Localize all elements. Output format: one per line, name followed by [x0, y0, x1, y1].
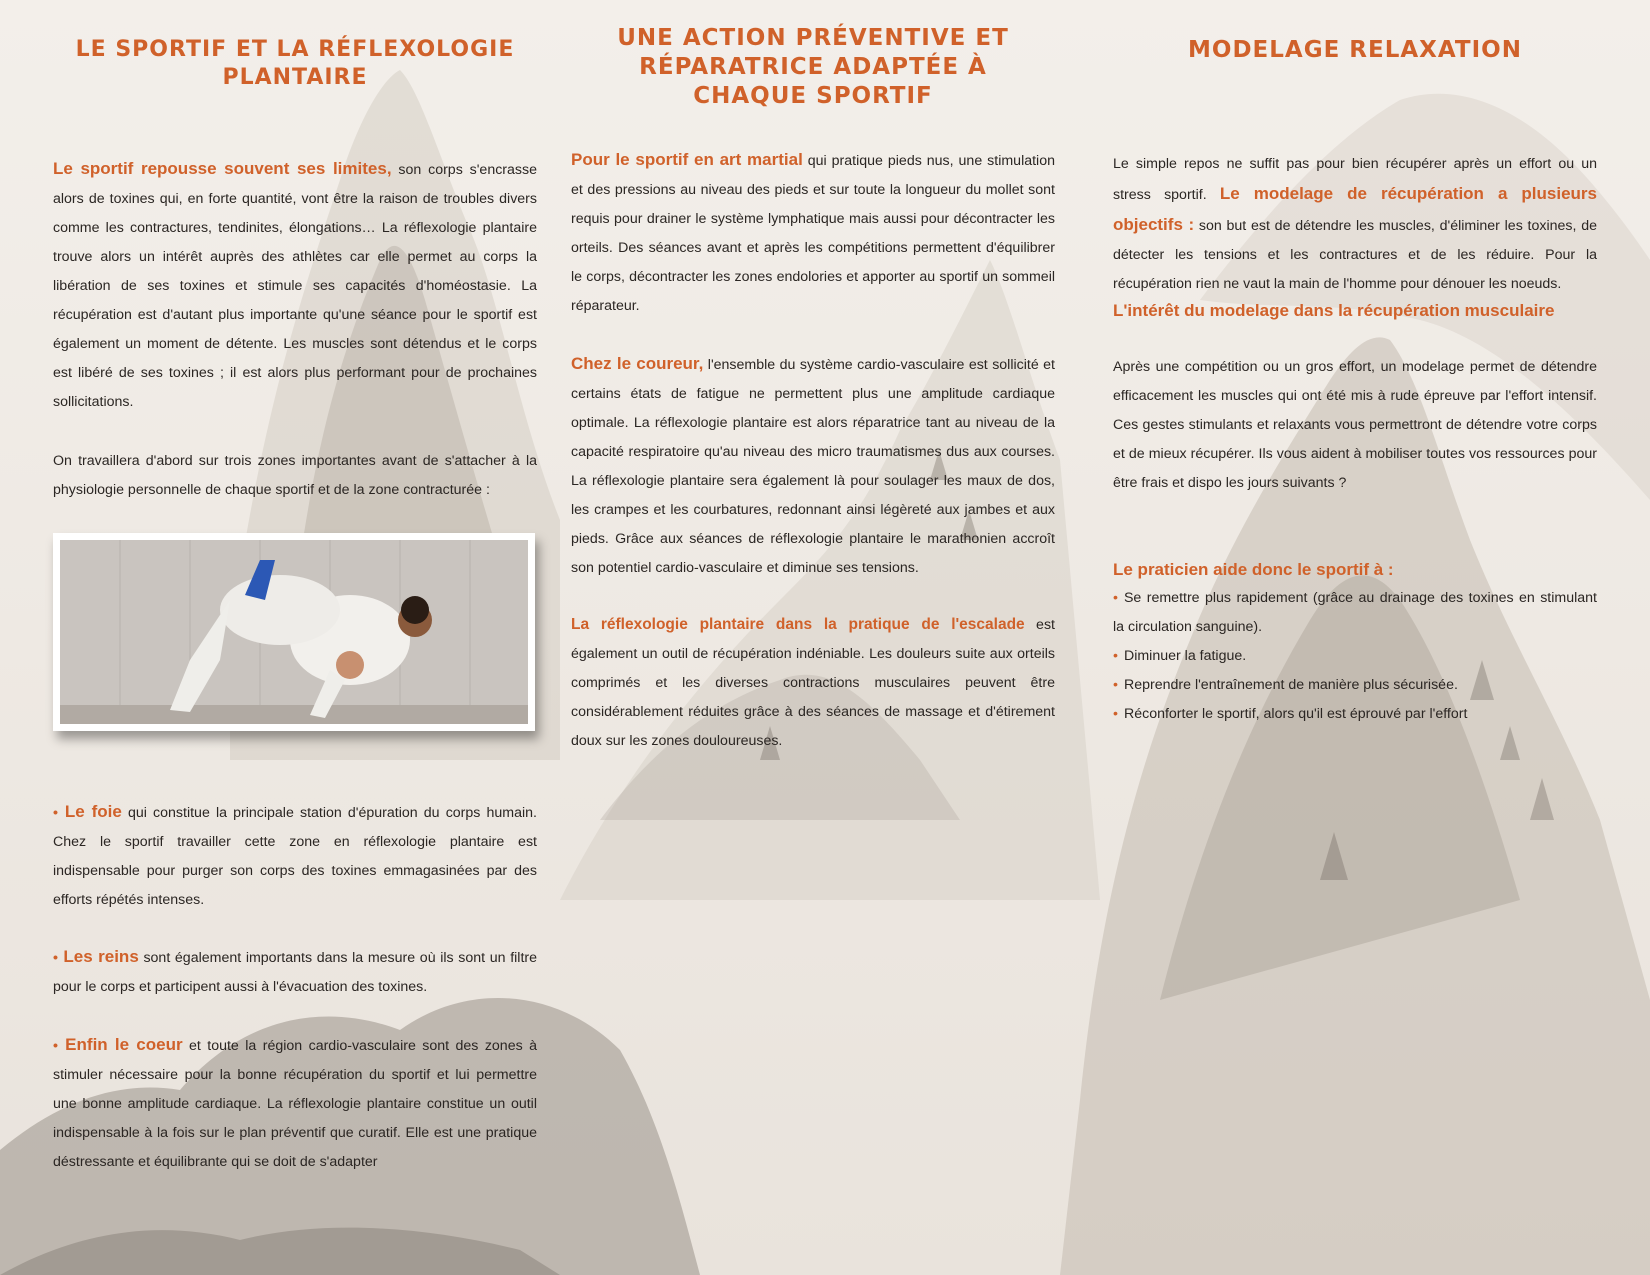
- judo-photo: [53, 533, 535, 731]
- reins-paragraph: • Les reins sont également importants dans la mesure où ils sont un filtre pour le corps et participent aussi à l'évacuation des toxines.: [53, 947, 538, 995]
- coeur-text: et toute la région cardio-vasculaire sont des zones à stimuler nécessaire pour la bonne récupération du sportif et lui permettre une bonne amplitude cardiaque. La réflexologie plantaire constitue un outil indispensable à la fois sur le plan préventif que curatif. Elle est une pratique déstressante et équilibrante qui se doit de s'adapter: [53, 1038, 537, 1170]
- recovery-text: Après une compétition ou un gros effort, un modelage permet de détendre efficacement les muscles qui ont été mis à rude épreuve par l'effort intensif. Ces gestes stimulants et relaxants vous permettront de détendre votre corps et de mieux récupérer. Ils vous aident à mobiliser toutes vos ressources pour être frais et dispo les jours suivants ?: [1113, 359, 1597, 491]
- reins-text: sont également importants dans la mesure où ils sont un filtre pour le corps et participent aussi à l'évacuation des toxines.: [53, 950, 538, 995]
- coeur-label: Enfin le coeur: [57, 1035, 183, 1054]
- modelage-text-b: son but est de détendre les muscles, d'éliminer les toxines, de détecter les tensions et les contractures et de les réduire. Pour la récupération rien ne vaut la main de l'homme pour dénouer les noeuds.: [1113, 218, 1597, 292]
- foie-label: Le foie: [57, 802, 122, 821]
- martial-text: qui pratique pieds nus, une stimulation et des pressions au niveau des pieds et sur toute la longueur du mollet sont requis pour drainer le système lymphatique mais aussi pour décontracter les orteils. Des séances avant et après les compétitions permettent d'équilibrer le corps, décontracter les zones endolories et apporter au sportif un sommeil réparateur.: [571, 153, 1055, 314]
- martial-highlight: Pour le sportif en art martial: [571, 150, 803, 169]
- modelage-subtitle-block: [1113, 296, 1597, 325]
- foie-text: qui constitue la principale station d'épuration du corps humain. Chez le sportif travailler cette zone en réflexologie plantaire est indispensable pour purger son corps des toxines emmagasinées par des efforts répétés intenses.: [53, 805, 537, 908]
- martial-paragraph: [571, 145, 1055, 321]
- intro-highlight: Le sportif repousse souvent ses limites,: [53, 159, 392, 178]
- coeur-paragraph: • Enfin le coeur et toute la région cardio-vasculaire sont des zones à stimuler nécessaire pour la bonne récupération du sportif et lui permettre une bonne amplitude cardiaque. La réflexologie plantaire constitue un outil indispensable à la fois sur le plan préventif que curatif. Elle est une pratique déstressante et équilibrante qui se doit de s'adapter: [53, 1035, 537, 1170]
- column-title: MODELAGE RELAXATION: [1188, 37, 1522, 63]
- recovery-paragraph: [1113, 353, 1597, 498]
- list-item: • Réconforter le sportif, alors qu'il est éprouvé par l'effort: [1113, 706, 1468, 722]
- runner-text: l'ensemble du système cardio-vasculaire est sollicité et certains états de fatigue ne permettent plus une amplitude cardiaque optimale. La réflexologie plantaire est alors réparatrice tant au niveau de la capacité respiratoire qu'au niveau des micro traumatismes dus aux courses. La réflexologie plantaire sera également là pour soulager les maux de dos, les crampes et les courbatures, redonnant ainsi légèreté aux jambes et aux pieds. Grâce aux séances de réflexologie plantaire le marathonien accroît son potentiel cardio-vasculaire et diminue ses tensions.: [571, 357, 1055, 576]
- foie-paragraph: • Le foie qui constitue la principale station d'épuration du corps humain. Chez le sportif travailler cette zone en réflexologie plantaire est indispensable pour purger son corps des toxines emmagasinées par des efforts répétés intenses.: [53, 802, 537, 908]
- runner-paragraph: [571, 349, 1055, 583]
- climb-text: est également un outil de récupération indéniable. Les douleurs suite aux orteils comprimés et les diverses contractions musculaires peuvent être considérablement réduites grâce à des séances de massage et d'étirement doux sur les zones douloureuses.: [571, 617, 1055, 749]
- judo-throw-photo-icon: [60, 540, 528, 724]
- list-item: • Se remettre plus rapidement (grâce au drainage des toxines en stimulant la circulation sanguine).: [1113, 590, 1597, 635]
- modelage-highlight: Le modelage de récupération a plusieurs objectifs :: [1113, 184, 1597, 234]
- praticien-title: Le praticien aide donc le sportif à :: [1113, 560, 1394, 579]
- praticien-list: [1113, 584, 1597, 729]
- climb-highlight: La réflexologie plantaire dans la pratique de l'escalade: [571, 616, 1025, 633]
- zones-intro-paragraph: [53, 447, 537, 505]
- climb-paragraph: [571, 610, 1055, 756]
- modelage-subtitle: L'intérêt du modelage dans la récupération musculaire: [1113, 301, 1555, 320]
- modelage-paragraph: [1113, 150, 1597, 299]
- modelage-text-a: Le simple repos ne suffit pas pour bien récupérer après un effort ou un stress sportif.: [1113, 156, 1597, 203]
- column-title: LE SPORTIF ET LA RÉFLEXOLOGIE PLANTAIRE: [75, 37, 515, 90]
- intro-paragraph: [53, 154, 537, 417]
- list-item: • Reprendre l'entraînement de manière plus sécurisée.: [1113, 677, 1458, 693]
- runner-highlight: Chez le coureur,: [571, 354, 704, 373]
- zones-intro-text: On travaillera d'abord sur trois zones importantes avant de s'attacher à la physiologie personnelle de chaque sportif et de la zone contracturée :: [53, 453, 537, 498]
- praticien-block: [1113, 555, 1597, 729]
- column-title: UNE ACTION PRÉVENTIVE ET RÉPARATRICE ADAPTÉE À CHAQUE SPORTIF: [617, 25, 1009, 109]
- intro-text: son corps s'encrasse alors de toxines qui, en forte quantité, vont être la raison de troubles divers comme les contractures, tendinites, élongations… La réflexologie plantaire trouve alors un intérêt auprès des athlètes car elle permet au corps la libération de ses toxines et stimule ses capacités d'homéostasie. La récupération est d'autant plus importante qu'une séance pour le sportif est également un moment de détente. Les muscles sont détendus et le corps est libéré de ses toxines ; il est alors plus performant pour de prochaines sollicitations.: [53, 162, 538, 410]
- list-item: • Diminuer la fatigue.: [1113, 648, 1247, 664]
- reins-label: Les reins: [57, 947, 139, 966]
